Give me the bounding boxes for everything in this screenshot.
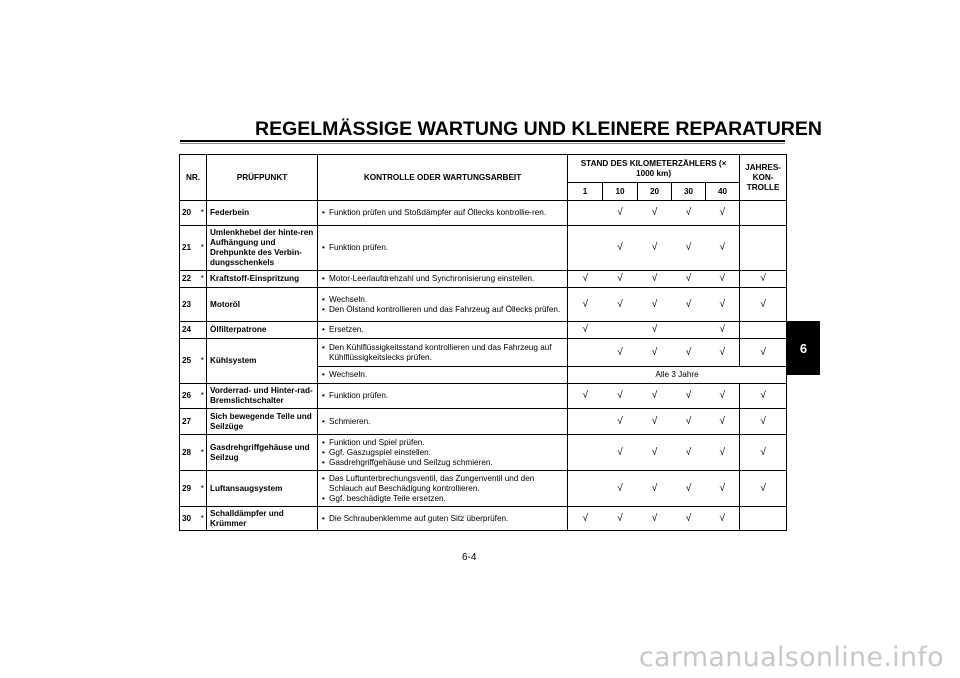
odometer-check xyxy=(603,322,638,339)
task-bullet: • Das Luftunterbrechungsventil, das Zungenventil und den Schlauch auf Beschädigung kontrollieren. xyxy=(321,474,564,494)
annual-check: √ xyxy=(740,339,787,367)
row-number: 27 xyxy=(180,409,199,435)
dealer-service-mark: * xyxy=(199,384,207,409)
odometer-check: √ xyxy=(672,226,706,271)
task-bullet: • Wechseln. xyxy=(321,370,564,380)
odometer-check: √ xyxy=(638,409,672,435)
odometer-check xyxy=(568,435,603,471)
odometer-check: √ xyxy=(672,435,706,471)
odometer-check: √ xyxy=(638,322,672,339)
header-odometer: STAND DES KILOMETERZÄHLERS (× 1000 km) xyxy=(568,155,740,183)
dealer-service-mark: * xyxy=(199,507,207,531)
odometer-check: √ xyxy=(638,507,672,531)
odometer-check: √ xyxy=(603,271,638,288)
row-number: 26 xyxy=(180,384,199,409)
table-row xyxy=(180,288,787,322)
maintenance-task xyxy=(318,507,568,531)
odometer-check: √ xyxy=(672,271,706,288)
odometer-check: √ xyxy=(568,507,603,531)
task-bullet: • Ggf. Gaszugspiel einstellen. xyxy=(321,448,564,458)
table-row xyxy=(180,507,787,531)
watermark: carmanualsonline.info xyxy=(638,642,944,673)
odometer-check: √ xyxy=(638,339,672,367)
maintenance-task xyxy=(318,409,568,435)
row-number: 22 xyxy=(180,271,199,288)
check-item: Ölfilterpatrone xyxy=(207,322,318,339)
table-row xyxy=(180,384,787,409)
check-item: Kühlsystem xyxy=(207,339,318,384)
check-item: Schalldämpfer und Krümmer xyxy=(207,507,318,531)
interval-note: Alle 3 Jahre xyxy=(568,367,787,384)
odometer-check: √ xyxy=(603,201,638,226)
row-number: 30 xyxy=(180,507,199,531)
odometer-check: √ xyxy=(706,288,740,322)
odometer-check xyxy=(568,226,603,271)
annual-check xyxy=(740,226,787,271)
annual-check: √ xyxy=(740,409,787,435)
odometer-check: √ xyxy=(603,288,638,322)
annual-check: √ xyxy=(740,471,787,507)
maintenance-task xyxy=(318,339,568,367)
odometer-check: √ xyxy=(568,288,603,322)
table-row xyxy=(180,435,787,471)
dealer-service-mark: * xyxy=(199,201,207,226)
task-bullet: • Den Kühlflüssigkeitsstand kontrollieren und das Fahrzeug auf Kühlflüssigkeitslecks prüfen. xyxy=(321,343,564,363)
odometer-check: √ xyxy=(638,288,672,322)
row-number: 21 xyxy=(180,226,199,271)
odometer-check: √ xyxy=(603,339,638,367)
odometer-check xyxy=(568,409,603,435)
maintenance-task xyxy=(318,367,568,384)
odometer-check: √ xyxy=(706,384,740,409)
odometer-check: √ xyxy=(672,507,706,531)
header-odo-col: 20 xyxy=(638,183,672,201)
odometer-check: √ xyxy=(706,409,740,435)
check-item: Sich bewegende Teile und Seilzüge xyxy=(207,409,318,435)
table-row xyxy=(180,471,787,507)
maintenance-task xyxy=(318,322,568,339)
annual-check: √ xyxy=(740,384,787,409)
odometer-check: √ xyxy=(568,322,603,339)
maintenance-task xyxy=(318,384,568,409)
task-bullet: • Schmieren. xyxy=(321,417,564,427)
odometer-check: √ xyxy=(672,409,706,435)
dealer-service-mark: * xyxy=(199,271,207,288)
check-item: Federbein xyxy=(207,201,318,226)
annual-check xyxy=(740,322,787,339)
row-number: 20 xyxy=(180,201,199,226)
dealer-service-mark xyxy=(199,409,207,435)
dealer-service-mark: * xyxy=(199,339,207,384)
annual-check xyxy=(740,201,787,226)
odometer-check: √ xyxy=(603,409,638,435)
header-task: KONTROLLE ODER WARTUNGSARBEIT xyxy=(318,155,568,201)
table-row xyxy=(180,226,787,271)
odometer-check: √ xyxy=(706,271,740,288)
check-item: Umlenkhebel der hinte-ren Aufhängung und Drehpunkte des Verbin-dungsschenkels xyxy=(207,226,318,271)
odometer-check: √ xyxy=(672,201,706,226)
task-bullet: • Funktion prüfen. xyxy=(321,243,564,253)
odometer-check: √ xyxy=(672,339,706,367)
task-bullet: • Funktion prüfen und Stoßdämpfer auf Öllecks kontrollie-ren. xyxy=(321,208,564,218)
task-bullet: • Gasdrehgriffgehäuse und Seilzug schmieren. xyxy=(321,458,564,468)
maintenance-task xyxy=(318,226,568,271)
odometer-check: √ xyxy=(706,226,740,271)
check-item: Luftansaugsystem xyxy=(207,471,318,507)
odometer-check: √ xyxy=(568,384,603,409)
odometer-check: √ xyxy=(603,507,638,531)
title-rule xyxy=(180,140,785,144)
header-odo-col: 1 xyxy=(568,183,603,201)
row-number: 28 xyxy=(180,435,199,471)
odometer-check xyxy=(672,322,706,339)
check-item: Kraftstoff-Einspritzung xyxy=(207,271,318,288)
odometer-check: √ xyxy=(603,471,638,507)
maintenance-task xyxy=(318,288,568,322)
maintenance-task xyxy=(318,271,568,288)
annual-check: √ xyxy=(740,288,787,322)
task-bullet: • Die Schraubenklemme auf guten Sitz überprüfen. xyxy=(321,514,564,524)
odometer-check xyxy=(568,339,603,367)
dealer-service-mark: * xyxy=(199,471,207,507)
odometer-check: √ xyxy=(603,435,638,471)
task-bullet: • Ersetzen. xyxy=(321,325,564,335)
odometer-check xyxy=(568,471,603,507)
table-row xyxy=(180,409,787,435)
table-row xyxy=(180,271,787,288)
row-number: 25 xyxy=(180,339,199,384)
row-number: 23 xyxy=(180,288,199,322)
table-row xyxy=(180,201,787,226)
dealer-service-mark xyxy=(199,322,207,339)
dealer-service-mark: * xyxy=(199,226,207,271)
annual-check: √ xyxy=(740,435,787,471)
task-bullet: • Ggf. beschädigte Teile ersetzen. xyxy=(321,494,564,504)
task-bullet: • Funktion und Spiel prüfen. xyxy=(321,438,564,448)
dealer-service-mark xyxy=(199,288,207,322)
header-item: PRÜFPUNKT xyxy=(207,155,318,201)
header-odo-col: 10 xyxy=(603,183,638,201)
odometer-check: √ xyxy=(706,339,740,367)
odometer-check: √ xyxy=(706,201,740,226)
header-odo-col: 30 xyxy=(672,183,706,201)
header-odo-col: 40 xyxy=(706,183,740,201)
odometer-check: √ xyxy=(603,384,638,409)
odometer-check xyxy=(568,201,603,226)
maintenance-task xyxy=(318,201,568,226)
odometer-check: √ xyxy=(706,322,740,339)
odometer-check: √ xyxy=(638,471,672,507)
dealer-service-mark: * xyxy=(199,435,207,471)
header-nr: NR. xyxy=(180,155,207,201)
odometer-check: √ xyxy=(638,226,672,271)
odometer-check: √ xyxy=(638,271,672,288)
task-bullet: • Wechseln. xyxy=(321,295,564,305)
odometer-check: √ xyxy=(638,435,672,471)
row-number: 24 xyxy=(180,322,199,339)
odometer-check: √ xyxy=(568,271,603,288)
maintenance-table xyxy=(179,154,787,531)
task-bullet: • Motor-Leerlaufdrehzahl und Synchronisierung einstellen. xyxy=(321,274,564,284)
odometer-check: √ xyxy=(638,201,672,226)
task-bullet: • Funktion prüfen. xyxy=(321,391,564,401)
chapter-tab: 6 xyxy=(787,321,820,375)
odometer-check: √ xyxy=(706,507,740,531)
table-row xyxy=(180,339,787,367)
row-number: 29 xyxy=(180,471,199,507)
table-row xyxy=(180,322,787,339)
odometer-check: √ xyxy=(672,471,706,507)
page-title: REGELMÄSSIGE WARTUNG UND KLEINERE REPARATUREN xyxy=(255,118,822,140)
odometer-check: √ xyxy=(638,384,672,409)
odometer-check: √ xyxy=(706,435,740,471)
annual-check: √ xyxy=(740,271,787,288)
odometer-check: √ xyxy=(706,471,740,507)
odometer-check: √ xyxy=(672,288,706,322)
check-item: Gasdrehgriffgehäuse und Seilzug xyxy=(207,435,318,471)
maintenance-task xyxy=(318,471,568,507)
annual-check xyxy=(740,507,787,531)
maintenance-task xyxy=(318,435,568,471)
header-annual: JAHRES-KON-TROLLE xyxy=(740,155,787,201)
check-item: Vorderrad- und Hinter-rad-Bremslichtschalter xyxy=(207,384,318,409)
odometer-check: √ xyxy=(603,226,638,271)
check-item: Motoröl xyxy=(207,288,318,322)
odometer-check: √ xyxy=(672,384,706,409)
page-number: 6-4 xyxy=(462,552,477,563)
task-bullet: • Den Ölstand kontrollieren und das Fahrzeug auf Öllecks prüfen. xyxy=(321,305,564,315)
